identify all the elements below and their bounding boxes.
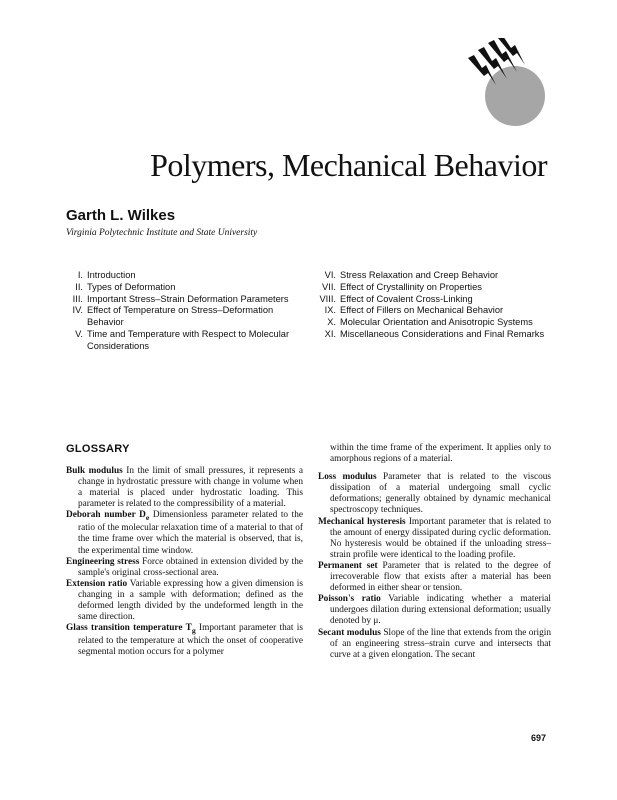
toc-item: X. Molecular Orientation and Anisotropic Systems [327,317,533,328]
glossary-right-column [318,443,551,661]
toc-left-column [66,270,306,353]
glossary-entry: Bulk modulus In the limit of small pressures, it represents a change in hydrostatic pressure with change in volume when a material is placed under hydrostatic loading. This parameter is related to the compressibility of a material. [66,466,303,510]
toc-item: IX. Effect of Fillers on Mechanical Behavior [324,305,504,316]
toc-item: VI. Stress Relaxation and Creep Behavior [324,270,499,280]
glossary-left-column [66,466,303,658]
author-affiliation: Virginia Polytechnic Institute and State University [66,228,258,238]
toc-item: V. Time and Temperature with Respect to Molecular Considerations [75,328,290,351]
toc-item: VII. Effect of Crystallinity on Properties [322,281,482,292]
glossary-entry: Loss modulus Parameter that is related to the viscous dissipation of a material undergoing small cyclic deformations; generally obtained by dynamic mechanical spectroscopy techniques. [318,472,551,516]
glossary-entry: Poisson's ratio Variable indicating whether a material undergoes dilation during extensional deformation; usually denoted by μ. [318,594,552,627]
glossary-heading: GLOSSARY [66,443,130,455]
toc-item: XI. Miscellaneous Considerations and Final Remarks [324,328,545,339]
glossary-entry: Engineering stress Force obtained in extension divided by the sample's original cross-sectional area. [66,556,304,578]
toc-item: II. Types of Deformation [75,281,176,292]
page-number: 697 [531,733,547,743]
toc-item: I. Introduction [77,270,136,280]
glossary-entry: Deborah number $D_e$ Dimensionless parameter related to the ratio of the molecular relaxation time of a material to that of the time frame over which the material is observed, that is, the experimental time window. [66,510,303,556]
glossary-entry: Permanent set Parameter that is related to the degree of irrecoverable flow that exists after a material has been deformed in either shear or tension. [318,560,551,594]
toc-item: IV. Effect of Temperature on Stress–Deformation Behavior [72,305,274,328]
article-title: Polymers, Mechanical Behavior [150,147,547,183]
glossary-continuation: within the time frame of the experiment. It applies only to amorphous regions of a material. [330,443,551,465]
toc-right-column [306,270,556,341]
toc-item: III. Important Stress–Strain Deformation Parameters [72,293,289,304]
glossary-entry: Secant modulus Slope of the line that extends from the origin of an engineering stress–strain curve and intersects that curve at a given elongation. The secant [318,627,551,660]
glossary-entry: Extension ratio Variable expressing how a given dimension is changing in a sample with deformation; defined as the deformed length divided by the undeformed length in the same direction. [66,578,303,623]
glossary-entry: Mechanical hysteresis Important parameter that is related to the amount of energy dissipated during cyclic deformation. No hysteresis would be obtained if the unloading stress–strain profile were identical to the loading profile. [318,516,551,560]
lightning-bolts-circle-icon [460,38,550,128]
author-name: Garth L. Wilkes [66,207,176,224]
toc-item: VIII. Effect of Covalent Cross-Linking [319,293,473,304]
glossary-entry: Glass transition temperature $T_g$ Important parameter that is related to the temperature at which the onset of cooperative segmental motion occurs for a polymer [66,623,303,658]
